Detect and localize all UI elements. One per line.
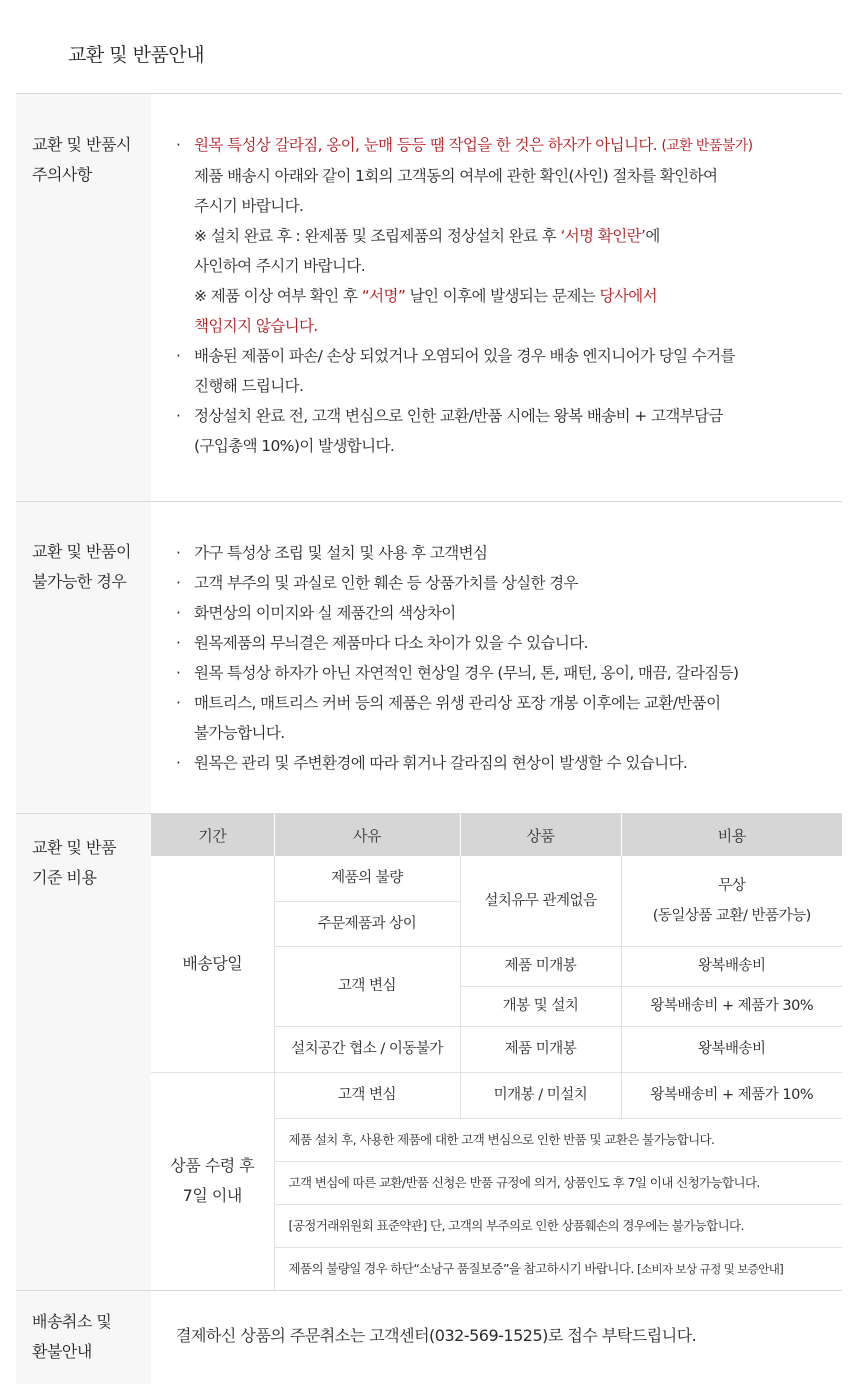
section-refund — [16, 1291, 842, 1384]
column-header: 비용 — [621, 814, 842, 856]
text-line — [194, 281, 832, 311]
cost-cell: 왕복배송비 + 제품가 10% — [621, 1072, 842, 1118]
label-line: 기준 비용 — [32, 868, 97, 887]
section-caution — [16, 94, 842, 501]
item-text: 가구 특성상 조립 및 설치 및 사용 후 고객변심 — [194, 544, 488, 562]
label-line: 교환 및 반품시 — [32, 135, 131, 154]
product-cell: 설치유무 관계없음 — [460, 856, 621, 946]
reason-cell: 주문제품과 상이 — [274, 901, 460, 946]
column-header: 기간 — [151, 814, 274, 856]
signature-text: “서명” — [361, 287, 406, 305]
cost-text: (동일상품 교환/ 반품가능) — [652, 907, 811, 924]
period-text: 상품 수령 후 — [170, 1156, 255, 1175]
warning-text: 당사에서 — [599, 287, 657, 305]
label-line: 환불안내 — [32, 1342, 92, 1361]
cost-cell: 왕복배송비 + 제품가 30% — [621, 986, 842, 1026]
item-text: 고객 부주의 및 과실로 인한 훼손 등 상품가치를 상실한 경우 — [194, 574, 578, 592]
cost-cell — [621, 856, 842, 946]
warning-text: 원목 특성상 갈라짐, 옹이, 눈매 등등 땜 작업을 한 것은 하자가 아닙니다. — [194, 136, 658, 154]
note-cell: [공정거래위원회 표준약관] 단, 고객의 부주의로 인한 상품훼손의 경우에는 불가능합니다. — [274, 1204, 842, 1247]
label-line: 불가능한 경우 — [32, 572, 127, 591]
cost-table — [151, 814, 842, 1291]
page-title: 교환 및 반품안내 — [68, 44, 205, 66]
bullet-icon: · — [176, 634, 181, 652]
text-line: 배송된 제품이 파손/ 손상 되었거나 오염되어 있을 경우 배송 엔지니어가 당일 수거를 — [194, 347, 735, 365]
bullet-icon: · — [176, 664, 181, 682]
text-line: 불가능합니다. — [194, 724, 285, 742]
text-line: 사인하여 주시기 바랍니다. — [194, 257, 366, 275]
note-text: ※ 제품 이상 여부 확인 후 — [194, 287, 362, 305]
table-header-row — [151, 814, 842, 856]
period-cell: 배송당일 — [151, 856, 274, 1072]
reason-cell: 고객 변심 — [274, 1072, 460, 1118]
label-line: 교환 및 반품이 — [32, 542, 131, 561]
text-line — [194, 221, 832, 251]
note-cell: 제품 설치 후, 사용한 제품에 대한 고객 변심으로 인한 반품 및 교환은 불가능합니다. — [274, 1118, 842, 1161]
column-header: 상품 — [460, 814, 621, 856]
note-text: 제품의 불량일 경우 하단“소낭구 품질보증”을 참고하시기 바랍니다. — [288, 1260, 634, 1276]
list-item — [176, 628, 832, 658]
signature-box-text: ‘서명 확인란’ — [560, 227, 646, 245]
period-text: 7일 이내 — [182, 1186, 242, 1205]
section-label — [32, 1307, 111, 1367]
note-text: ※ 설치 완료 후 : 완제품 및 조립제품의 정상설치 완료 후 — [194, 227, 561, 245]
label-line: 교환 및 반품 — [32, 838, 116, 857]
bullet-icon: · — [176, 347, 181, 365]
column-header: 사유 — [274, 814, 460, 856]
product-cell: 제품 미개봉 — [460, 946, 621, 986]
warning-text: 원목 특성상 하자가 아닌 자연적인 현상일 경우 (무늬, 톤, 패턴, 옹이, 매끔, 갈라짐등) — [194, 664, 739, 682]
note-small-text: [소비자 보상 규정 및 보증안내] — [637, 1261, 784, 1276]
list-item — [176, 598, 832, 628]
cost-cell: 왕복배송비 — [621, 1026, 842, 1072]
product-cell: 제품 미개봉 — [460, 1026, 621, 1072]
item-text: 원목은 관리 및 주변환경에 따라 휘거나 갈라짐의 현상이 발생할 수 있습니다. — [194, 754, 688, 772]
bullet-icon: · — [176, 136, 181, 154]
warning-note: (교환 반품불가) — [661, 138, 753, 154]
list-item — [176, 130, 832, 341]
section-cost — [16, 814, 842, 1290]
text-line: 제품 배송시 아래와 같이 1회의 고객동의 여부에 관한 확인(사인) 절차를 확인하여 — [194, 167, 718, 185]
text-line: 주시기 바랍니다. — [194, 197, 304, 215]
cost-text: 무상 — [718, 877, 746, 894]
section-label — [32, 130, 131, 190]
text-line: 매트리스, 매트리스 커버 등의 제품은 위생 관리상 포장 개봉 이후에는 교환/반품이 — [194, 694, 721, 712]
caution-list — [176, 130, 832, 461]
product-cell: 미개봉 / 미설치 — [460, 1072, 621, 1118]
section-impossible — [16, 502, 842, 813]
reason-cell: 설치공간 협소 / 이동불가 — [274, 1026, 460, 1072]
section-label — [32, 833, 116, 893]
table-row — [151, 1072, 842, 1118]
warning-text: 책임지지 않습니다. — [194, 317, 318, 335]
note-text: 에 — [645, 227, 660, 245]
list-item — [176, 748, 832, 778]
bullet-icon: · — [176, 574, 181, 592]
section-label — [32, 537, 131, 597]
list-item — [176, 341, 832, 401]
bullet-icon: · — [176, 544, 181, 562]
list-item — [176, 401, 832, 461]
bullet-icon: · — [176, 407, 181, 425]
text-line: 진행해 드립니다. — [194, 377, 304, 395]
label-line: 배송취소 및 — [32, 1312, 112, 1331]
label-line: 주의사항 — [32, 165, 92, 184]
period-cell — [151, 1072, 274, 1290]
note-cell — [274, 1247, 842, 1290]
reason-cell: 고객 변심 — [274, 946, 460, 1026]
list-item — [176, 658, 832, 688]
note-text: 날인 이후에 발생되는 문제는 — [405, 287, 600, 305]
text-line: 정상설치 완료 전, 고객 변심으로 인한 교환/반품 시에는 왕복 배송비 + 고객부담금 — [194, 407, 723, 425]
bullet-icon: · — [176, 694, 181, 712]
note-cell: 고객 변심에 따른 교환/반품 신청은 반품 규정에 의거, 상품인도 후 7일 이내 신청가능합니다. — [274, 1161, 842, 1204]
item-text: 화면상의 이미지와 실 제품간의 색상차이 — [194, 604, 456, 622]
text-line: (구입총액 10%)이 발생합니다. — [194, 437, 395, 455]
impossible-list — [176, 538, 832, 778]
list-item — [176, 538, 832, 568]
cost-cell: 왕복배송비 — [621, 946, 842, 986]
bullet-icon: · — [176, 754, 181, 772]
reason-cell: 제품의 불량 — [274, 856, 460, 901]
product-cell: 개봉 및 설치 — [460, 986, 621, 1026]
item-text: 원목제품의 무늬결은 제품마다 다소 차이가 있을 수 있습니다. — [194, 634, 588, 652]
bullet-icon: · — [176, 604, 181, 622]
list-item — [176, 568, 832, 598]
refund-text: 결제하신 상품의 주문취소는 고객센터(032-569-1525)로 접수 부탁드립니다. — [176, 1326, 697, 1345]
list-item — [176, 688, 832, 748]
table-row — [151, 856, 842, 901]
